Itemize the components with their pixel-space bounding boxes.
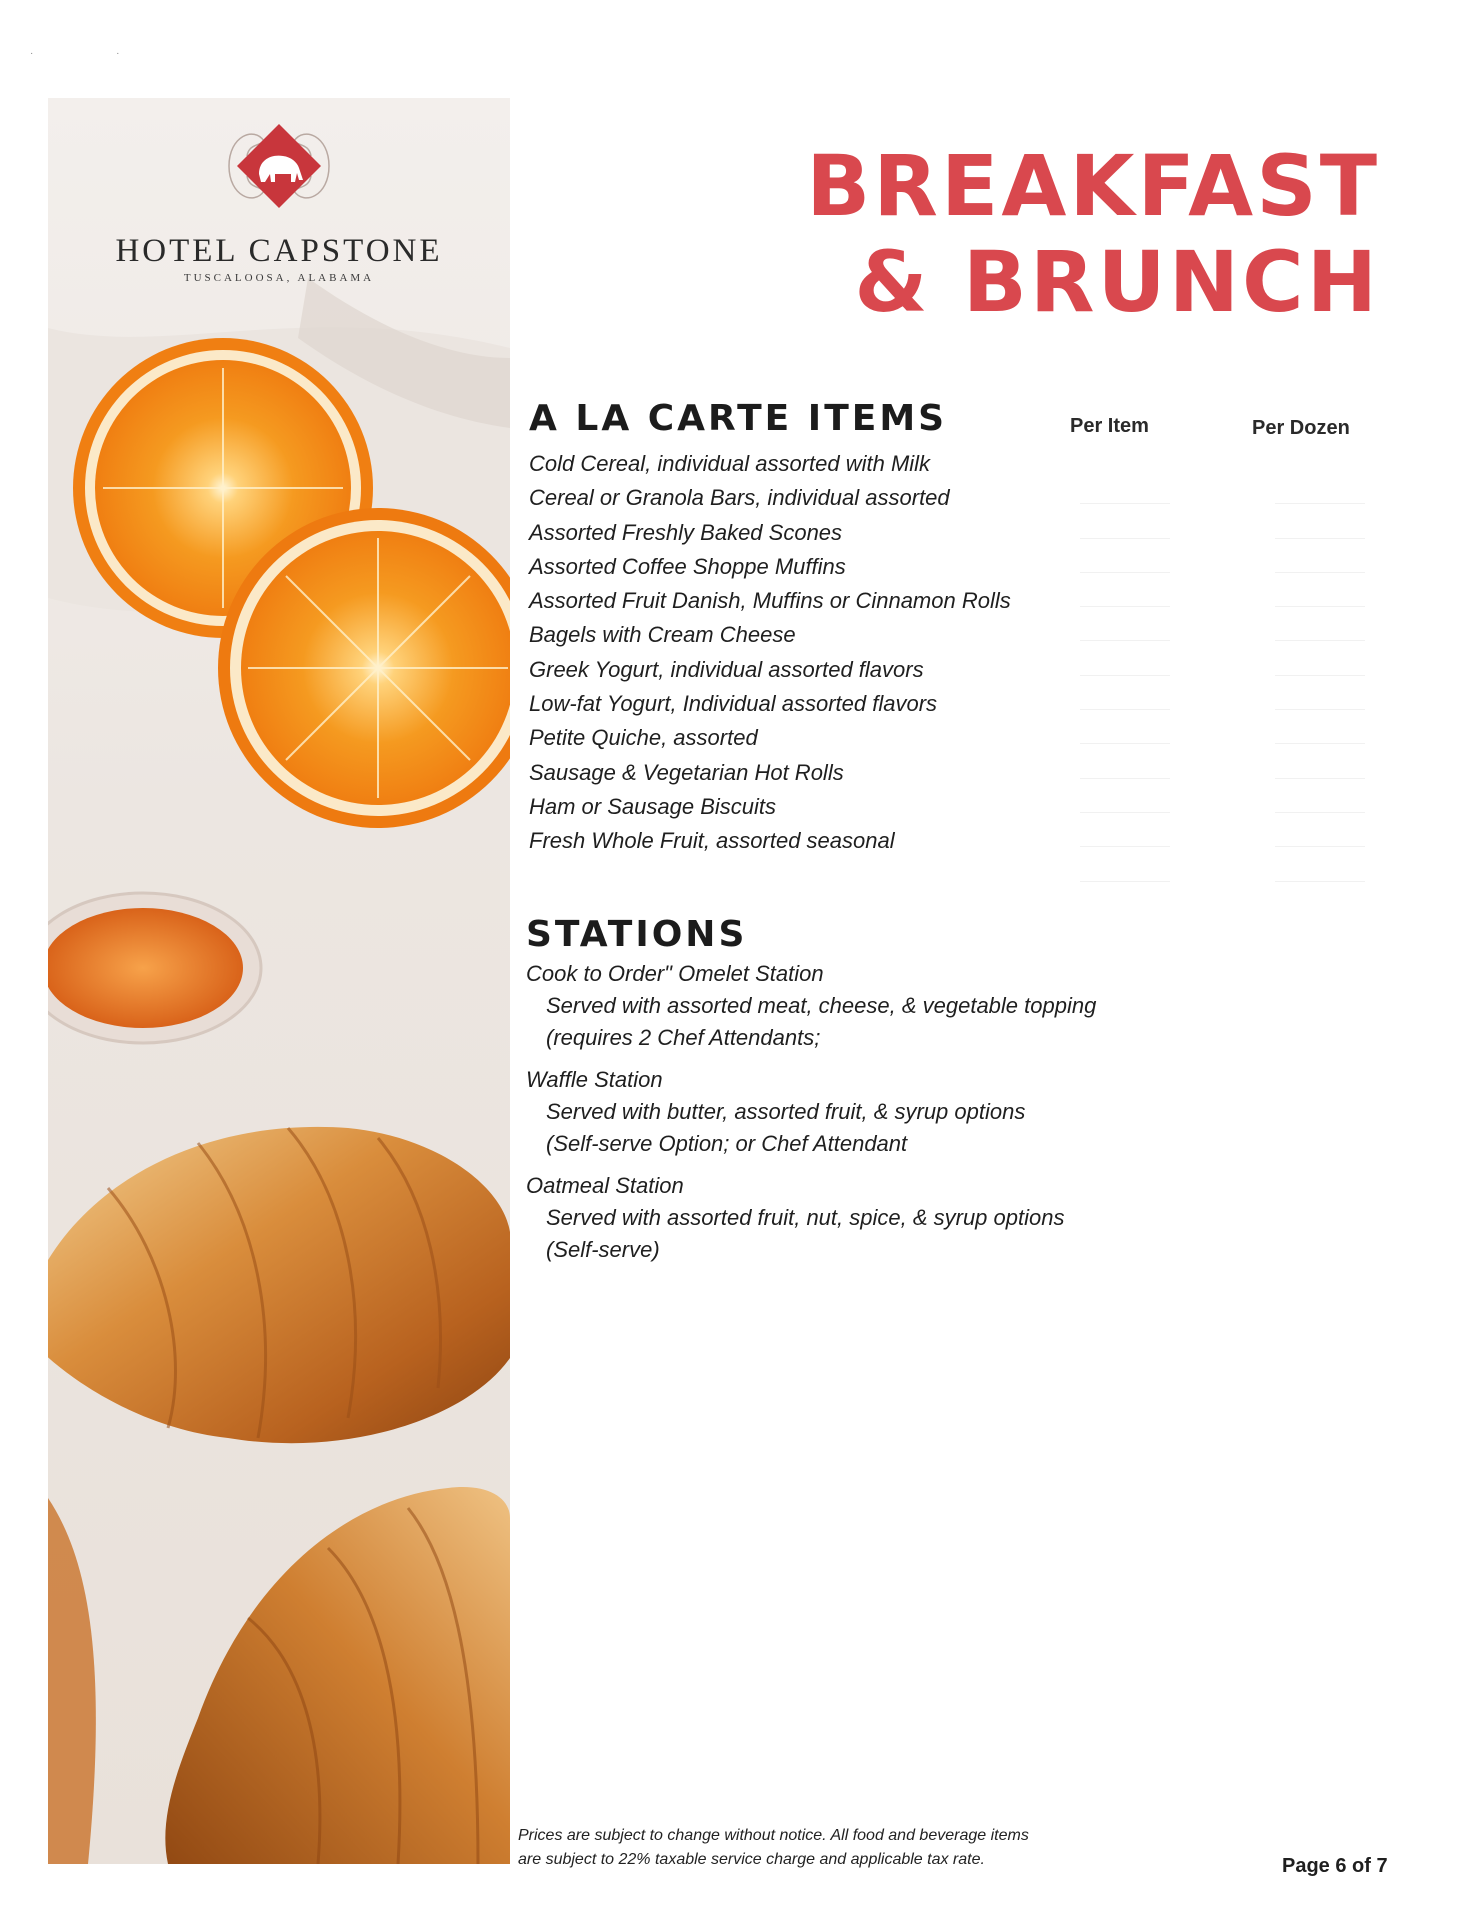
list-item: Greek Yogurt, individual assorted flavors	[529, 656, 924, 682]
station-description: Served with assorted meat, cheese, & vegetable topping	[546, 993, 1097, 1018]
list-item: Sausage & Vegetarian Hot Rolls	[529, 759, 844, 785]
station-omelet	[526, 958, 1146, 1054]
scan-artifacts: · ·	[30, 48, 160, 59]
station-name: Oatmeal Station	[526, 1173, 684, 1198]
station-description: (Self-serve)	[546, 1237, 660, 1262]
list-item: Bagels with Cream Cheese	[529, 622, 796, 648]
list-item: Ham or Sausage Biscuits	[529, 793, 776, 819]
station-name: Waffle Station	[526, 1067, 663, 1092]
hotel-logo	[48, 98, 510, 318]
stations-heading: STATIONS	[526, 914, 748, 955]
list-item: Assorted Fruit Danish, Muffins or Cinnamon Rolls	[529, 588, 1011, 614]
station-description: Served with assorted fruit, nut, spice, & syrup options	[546, 1205, 1065, 1230]
station-oatmeal	[526, 1170, 1146, 1266]
elephant-emblem-icon	[219, 116, 339, 216]
station-waffle	[526, 1064, 1146, 1160]
hotel-name: HOTEL CAPSTONE	[115, 233, 443, 269]
disclaimer-line: Prices are subject to change without notice. All food and beverage items	[518, 1827, 1029, 1844]
title-line-2: & BRUNCH	[854, 233, 1380, 331]
station-description: Served with butter, assorted fruit, & syrup options	[546, 1099, 1026, 1124]
photo-illustration	[48, 98, 510, 1864]
a-la-carte-list	[529, 447, 1089, 859]
list-item: Cereal or Granola Bars, individual assorted	[529, 485, 950, 511]
list-item: Cold Cereal, individual assorted with Milk	[529, 451, 931, 476]
list-item: Low-fat Yogurt, Individual assorted flavors	[529, 691, 938, 717]
list-item: Assorted Coffee Shoppe Muffins	[529, 553, 846, 579]
list-item: Petite Quiche, assorted	[529, 725, 758, 751]
price-disclaimer	[518, 1824, 1158, 1872]
page-number: Page 6 of 7	[1282, 1855, 1388, 1877]
station-description: (requires 2 Chef Attendants;	[546, 1025, 821, 1050]
per-dozen-column-header: Per Dozen	[1252, 417, 1350, 439]
a-la-carte-heading: A LA CARTE ITEMS	[529, 398, 948, 439]
breakfast-photo	[48, 98, 510, 1864]
list-item: Assorted Freshly Baked Scones	[529, 519, 843, 545]
per-item-redacted-column	[1080, 470, 1170, 882]
page-title	[660, 138, 1380, 330]
per-item-column-header: Per Item	[1070, 415, 1149, 437]
station-description: (Self-serve Option; or Chef Attendant	[546, 1131, 908, 1156]
per-dozen-redacted-column	[1275, 470, 1365, 882]
title-line-1: BREAKFAST	[806, 137, 1380, 235]
station-name: Cook to Order" Omelet Station	[526, 961, 824, 986]
list-item: Fresh Whole Fruit, assorted seasonal	[529, 828, 895, 854]
disclaimer-line: are subject to 22% taxable service charge and applicable tax rate.	[518, 1851, 985, 1868]
stations-list	[526, 958, 1146, 1276]
hotel-city: TUSCALOOSA, ALABAMA	[183, 272, 375, 284]
